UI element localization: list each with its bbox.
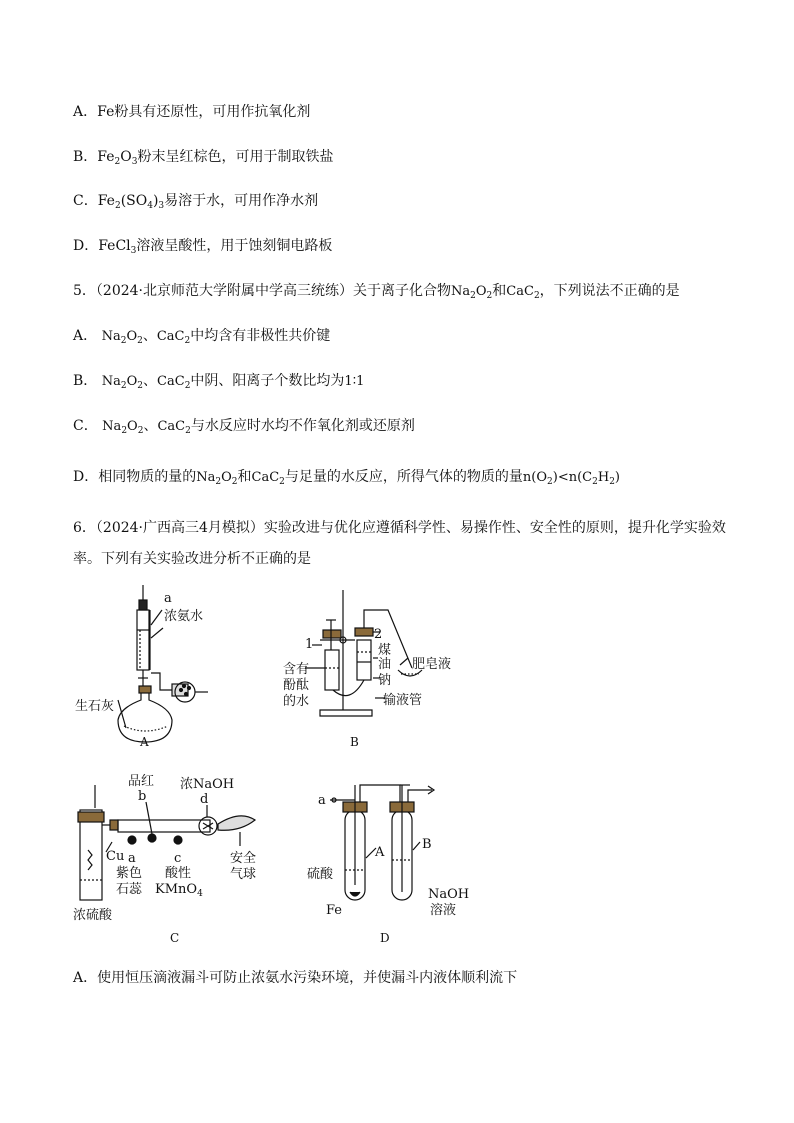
option-prefix: A． — [73, 970, 98, 986]
formula-sub: 2 — [114, 201, 121, 211]
figure-c-l4: d — [200, 792, 209, 807]
figure-b-n1: 1 — [305, 637, 314, 652]
figure-b-l4: 肥皂液 — [412, 657, 452, 672]
q4-option-b — [73, 147, 333, 167]
formula-sub: 2 — [486, 291, 493, 301]
question-text: 关于离子化合物 — [353, 283, 451, 299]
figure-c-l6: a — [128, 851, 136, 866]
option-text: 溶液呈酸性，用于蚀刻铜电路板 — [136, 238, 333, 254]
option-prefix: C． — [73, 418, 98, 434]
formula-part: CaC — [506, 284, 534, 299]
formula-part: Na — [102, 419, 122, 434]
formula-part: Fe — [97, 193, 115, 209]
question-text: 实验改进与优化应遵循科学性、易操作性、安全性的原则，提升化学实验效 — [263, 520, 726, 536]
formula-sub: 2 — [137, 336, 143, 346]
option-prefix: A． — [73, 104, 98, 120]
formula-sub: 4 — [147, 201, 153, 211]
figure-d-l1: 硫酸 — [307, 867, 334, 882]
question-number: 5． — [73, 283, 96, 299]
figure-c-l13: 气球 — [230, 867, 257, 882]
option-prefix: D． — [73, 469, 99, 485]
formula-part: Na — [196, 470, 216, 485]
q6-stem-line1 — [73, 518, 726, 538]
figure-c-l12: 安全 — [230, 851, 257, 866]
formula-part: O — [126, 374, 138, 389]
formula-sub: 3 — [130, 246, 137, 256]
option-text: 粉末呈红棕色，可用于制取铁盐 — [137, 149, 334, 165]
figure-b-l8: 输液管 — [383, 693, 423, 708]
figure-a-caption: A — [140, 735, 149, 749]
formula-part: H — [597, 470, 610, 485]
question-text: ，下列说法不正确的是 — [539, 283, 680, 299]
formula-part: CaC — [156, 329, 185, 344]
formula-sub: 2 — [114, 157, 121, 167]
figure-b-l1: 煤 — [378, 643, 392, 658]
formula-part: CaC — [157, 419, 186, 434]
figure-a-label-2: 生石灰 — [75, 699, 115, 714]
formula-part: CaC — [251, 470, 280, 485]
formula-part: Na — [101, 329, 121, 344]
formula-part: O — [475, 284, 487, 299]
question-text: 和 — [492, 283, 507, 299]
figure-c-l2: b — [138, 789, 147, 804]
option-prefix: B． — [73, 373, 98, 389]
separator: 、 — [142, 328, 157, 344]
formula-part: n(O — [522, 470, 548, 485]
q6-option-a — [73, 968, 517, 988]
option-text: Fe粉具有还原性，可用作抗氧化剂 — [97, 104, 311, 120]
option-prefix: A． — [73, 328, 98, 344]
figure-c-l8: 紫色 — [116, 866, 143, 881]
figure-c-l9: 石蕊 — [116, 882, 143, 897]
figure-c-l3: 浓NaOH — [180, 777, 235, 792]
figure-c-l14: 浓硫酸 — [73, 908, 113, 923]
option-text: 中阴、阳离子个数比均为 — [190, 373, 345, 389]
q5-option-c — [73, 416, 415, 437]
formula-part: Na — [101, 374, 121, 389]
q4-option-d — [73, 236, 332, 256]
formula-sub: 2 — [184, 381, 191, 391]
formula-sub: 2 — [547, 477, 553, 487]
q6-stem-line2 — [73, 549, 311, 569]
question-source: （2024·广西高三4月模拟） — [95, 520, 264, 536]
figure-d-l2: Fe — [326, 903, 343, 918]
q5-option-d — [73, 467, 620, 488]
formula-part: CaC — [157, 374, 185, 389]
formula-part: O — [221, 470, 232, 485]
figure-b-l3: 钠 — [378, 673, 392, 688]
option-text: 中均含有非极性共价键 — [190, 328, 331, 344]
option-prefix: B． — [73, 149, 98, 165]
figure-b-caption: B — [350, 735, 359, 749]
option-text: 与足量的水反应，所得气体的物质的量 — [284, 469, 523, 485]
figure-b-l7: 的水 — [283, 694, 310, 709]
separator: 、 — [143, 418, 158, 434]
figure-d-B: B — [422, 837, 432, 852]
figure-c-l5: Cu — [106, 849, 125, 864]
formula-part: O — [127, 419, 138, 434]
formula-sub: 2 — [609, 477, 615, 487]
option-prefix: C． — [73, 193, 98, 209]
figure-d-A: A — [375, 845, 385, 860]
figure-d-apparatus — [330, 785, 434, 900]
question-source: （2024·北京师范大学附属中学高三统练） — [95, 283, 353, 299]
kmno-text: KMnO — [155, 882, 198, 897]
formula-part: Fe — [97, 149, 115, 165]
figure-d-a: a — [318, 793, 326, 808]
formula-part: )<n(C — [552, 470, 593, 485]
formula-part: O — [126, 329, 138, 344]
option-text: 相同物质的量的 — [98, 469, 197, 485]
formula-sub: 2 — [137, 426, 144, 436]
question-text: 率。下列有关实验改进分析不正确的是 — [73, 551, 311, 567]
figure-c-l1: 品红 — [128, 774, 155, 789]
separator: 、 — [143, 373, 158, 389]
q4-option-a — [73, 102, 310, 122]
formula-part: ) — [614, 470, 620, 485]
formula-sub: 2 — [184, 336, 191, 346]
figure-d-caption: D — [380, 931, 390, 945]
figure-a-label-1: 浓氨水 — [164, 609, 204, 624]
figure-b-l6: 酚酞 — [283, 678, 310, 693]
figure-b-l5: 含有 — [283, 662, 310, 677]
formula-sub: 2 — [592, 477, 598, 487]
figure-d-l3: NaOH — [428, 887, 470, 902]
apparatus-figures — [0, 580, 794, 980]
kmno-sub: 4 — [197, 889, 203, 899]
q4-option-c — [73, 191, 318, 211]
question-number: 6． — [73, 520, 96, 536]
figure-b-n2: 2 — [374, 627, 383, 642]
formula-sub: 2 — [137, 381, 144, 391]
formula-sub: 2 — [470, 291, 476, 301]
formula-part: (SO — [120, 193, 148, 209]
figure-c-l10: 酸性 — [165, 866, 192, 881]
figure-c-l7: c — [174, 851, 182, 866]
formula-sub: 2 — [533, 291, 540, 301]
formula-sub: 2 — [120, 336, 127, 346]
figure-d-l4: 溶液 — [430, 903, 457, 918]
q5-option-a — [73, 326, 330, 347]
formula-sub: 2 — [120, 381, 127, 391]
ratio-value: 1∶1 — [344, 374, 365, 389]
formula-part: O — [120, 149, 132, 165]
formula-sub: 3 — [131, 157, 138, 167]
formula-part: ) — [152, 193, 159, 209]
option-text: 易溶于水，可用作净水剂 — [164, 193, 319, 209]
option-prefix: D． — [73, 238, 99, 254]
formula-sub: 2 — [185, 426, 191, 436]
formula-part: FeCl — [98, 238, 131, 254]
figure-a-label-a: a — [164, 591, 172, 606]
figure-c-l11 — [155, 882, 203, 899]
formula-sub: 3 — [158, 201, 165, 211]
q5-option-b — [73, 371, 364, 392]
formula-sub: 2 — [121, 426, 128, 436]
figure-c-caption: C — [170, 931, 180, 945]
option-text: 使用恒压滴液漏斗可防止浓氨水污染环境，并使漏斗内液体顺利流下 — [97, 970, 518, 986]
formula-sub: 2 — [231, 477, 238, 487]
formula-sub: 2 — [279, 477, 285, 487]
option-text: 和 — [237, 469, 252, 485]
formula-part: Na — [451, 284, 471, 299]
formula-sub: 2 — [215, 477, 222, 487]
figure-b-l2: 油 — [378, 657, 392, 672]
q5-stem — [73, 281, 680, 302]
option-text: 与水反应时水均不作氧化剂或还原剂 — [190, 418, 415, 434]
